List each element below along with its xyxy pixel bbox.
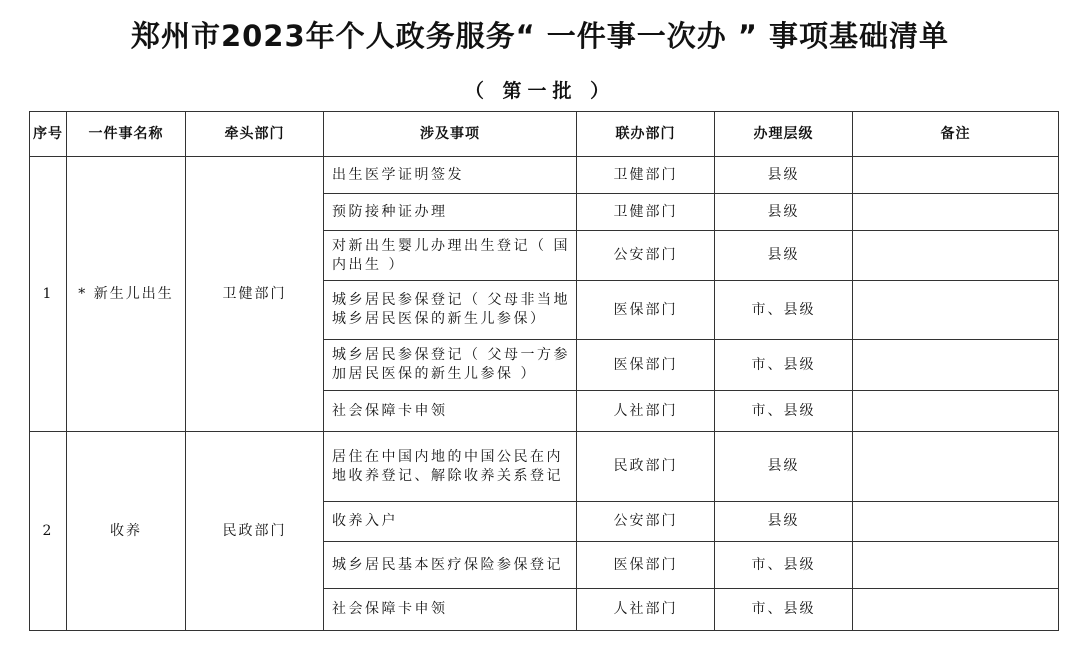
note-cell (853, 194, 1059, 231)
matter-cell: 城乡居民基本医疗保险参保登记 (324, 542, 577, 589)
level-cell: 县级 (715, 231, 853, 281)
matter-cell: 城乡居民参保登记（ 父母非当地城乡居民医保的新生儿参保） (324, 281, 577, 340)
header-note: 备注 (853, 112, 1059, 157)
table-row (30, 157, 1059, 194)
matter-cell: 社会保障卡申领 (324, 589, 577, 631)
joint-dept-cell: 卫健部门 (577, 194, 715, 231)
header-name: 一件事名称 (67, 112, 186, 157)
level-cell: 县级 (715, 157, 853, 194)
matter-cell: 收养入户 (324, 502, 577, 542)
note-cell (853, 281, 1059, 340)
document-subtitle: （ 第一批 ） (464, 80, 616, 102)
document-title: 郑州市2023年个人政务服务“ 一件事一次办 ” 事项基础清单 (130, 19, 950, 53)
header-level: 办理层级 (715, 112, 853, 157)
header-no: 序号 (30, 112, 67, 157)
item-list-table (29, 111, 1059, 631)
joint-dept-cell: 人社部门 (577, 391, 715, 432)
matter-cell: 对新出生婴儿办理出生登记（ 国内出生 ） (324, 231, 577, 281)
table-row (30, 432, 1059, 502)
matter-cell: 预防接种证办理 (324, 194, 577, 231)
header-joint-dept: 联办部门 (577, 112, 715, 157)
level-cell: 县级 (715, 502, 853, 542)
joint-dept-cell: 卫健部门 (577, 157, 715, 194)
matter-cell: 居住在中国内地的中国公民在内地收养登记、解除收养关系登记 (324, 432, 577, 502)
group-number: 1 (30, 157, 67, 432)
note-cell (853, 542, 1059, 589)
header-matter: 涉及事项 (324, 112, 577, 157)
level-cell: 市、县级 (715, 281, 853, 340)
level-cell: 市、县级 (715, 542, 853, 589)
group-number: 2 (30, 432, 67, 631)
joint-dept-cell: 医保部门 (577, 542, 715, 589)
level-cell: 市、县级 (715, 391, 853, 432)
matter-cell: 出生医学证明签发 (324, 157, 577, 194)
note-cell (853, 391, 1059, 432)
note-cell (853, 231, 1059, 281)
note-cell (853, 432, 1059, 502)
joint-dept-cell: 医保部门 (577, 281, 715, 340)
matter-cell: 社会保障卡申领 (324, 391, 577, 432)
joint-dept-cell: 公安部门 (577, 231, 715, 281)
table-header-row (30, 112, 1059, 157)
group-lead-dept: 卫健部门 (186, 157, 324, 432)
joint-dept-cell: 民政部门 (577, 432, 715, 502)
matter-cell: 城乡居民参保登记（ 父母一方参加居民医保的新生儿参保 ） (324, 340, 577, 391)
note-cell (853, 502, 1059, 542)
note-cell (853, 157, 1059, 194)
joint-dept-cell: 医保部门 (577, 340, 715, 391)
group-lead-dept: 民政部门 (186, 432, 324, 631)
joint-dept-cell: 公安部门 (577, 502, 715, 542)
note-cell (853, 340, 1059, 391)
group-name: * 新生儿出生 (67, 157, 186, 432)
level-cell: 县级 (715, 432, 853, 502)
level-cell: 市、县级 (715, 589, 853, 631)
note-cell (853, 589, 1059, 631)
level-cell: 市、县级 (715, 340, 853, 391)
group-name: 收养 (67, 432, 186, 631)
level-cell: 县级 (715, 194, 853, 231)
joint-dept-cell: 人社部门 (577, 589, 715, 631)
header-lead-dept: 牵头部门 (186, 112, 324, 157)
